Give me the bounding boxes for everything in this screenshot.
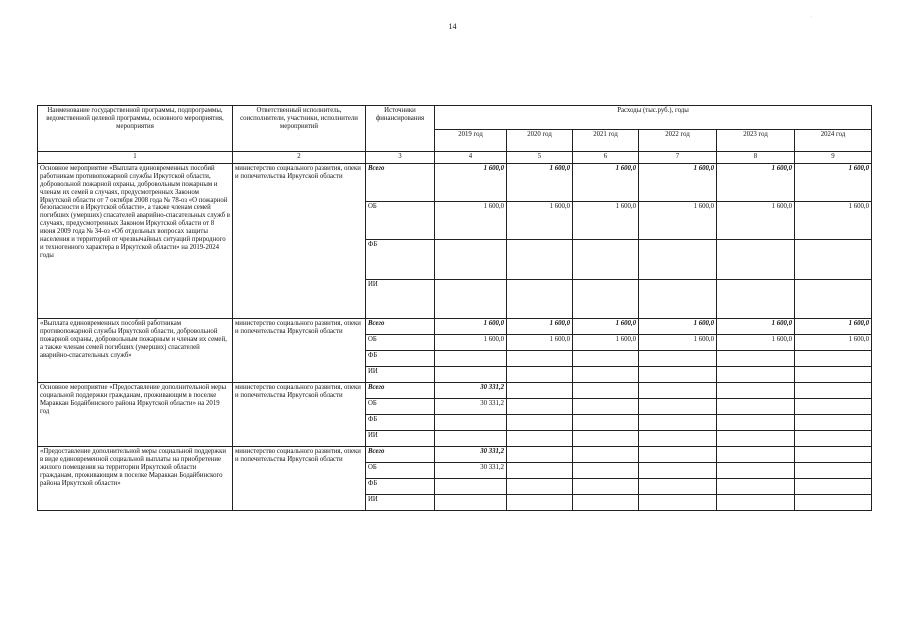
column-number: 4 bbox=[435, 152, 507, 164]
header-year: 2021 год bbox=[573, 130, 639, 152]
responsible-executor: министерство социального развития, опеки и попечительства Иркутской области bbox=[233, 447, 366, 511]
expense-value: 30 331,2 bbox=[435, 399, 507, 415]
table-row bbox=[38, 164, 872, 202]
funding-source: ОБ bbox=[366, 399, 435, 415]
expense-value bbox=[573, 415, 639, 431]
column-number: 2 bbox=[233, 152, 366, 164]
header-year: 2020 год bbox=[507, 130, 573, 152]
expense-value bbox=[573, 447, 639, 463]
funding-source: ОБ bbox=[366, 202, 435, 240]
responsible-executor: министерство социального развития, опеки и попечительства Иркутской области bbox=[233, 383, 366, 447]
expense-value bbox=[573, 383, 639, 399]
expense-value bbox=[507, 367, 573, 383]
expense-value: 1 600,0 bbox=[507, 319, 573, 335]
expense-value: 1 600,0 bbox=[435, 164, 507, 202]
expense-value bbox=[507, 447, 573, 463]
expense-value bbox=[717, 280, 795, 319]
column-number: 6 bbox=[573, 152, 639, 164]
expense-value: 1 600,0 bbox=[717, 335, 795, 351]
header-year: 2023 год bbox=[717, 130, 795, 152]
funding-source: Всего bbox=[366, 447, 435, 463]
expense-value bbox=[639, 415, 717, 431]
expense-value bbox=[639, 495, 717, 511]
expense-value bbox=[507, 399, 573, 415]
expense-value bbox=[795, 280, 872, 319]
expense-value: 1 600,0 bbox=[639, 335, 717, 351]
table-row bbox=[38, 447, 872, 463]
expense-value: 1 600,0 bbox=[717, 164, 795, 202]
expense-value bbox=[639, 399, 717, 415]
expense-value: 1 600,0 bbox=[795, 202, 872, 240]
expense-value bbox=[795, 399, 872, 415]
header-responsible: Ответственный исполнитель, соисполнители, участники, исполнители мероприятий bbox=[233, 106, 366, 152]
funding-source: Всего bbox=[366, 383, 435, 399]
expense-value bbox=[573, 399, 639, 415]
responsible-executor: министерство социального развития, опеки и попечительства Иркутской области bbox=[233, 319, 366, 383]
expense-value bbox=[639, 431, 717, 447]
expense-value bbox=[507, 415, 573, 431]
expense-value bbox=[573, 240, 639, 280]
expense-value bbox=[573, 463, 639, 479]
funding-source: ФБ bbox=[366, 351, 435, 367]
expense-value: 1 600,0 bbox=[573, 335, 639, 351]
expense-value bbox=[717, 447, 795, 463]
column-number: 5 bbox=[507, 152, 573, 164]
expense-value bbox=[639, 383, 717, 399]
expense-value bbox=[639, 479, 717, 495]
expense-value bbox=[795, 495, 872, 511]
expense-value bbox=[435, 415, 507, 431]
expense-value bbox=[795, 383, 872, 399]
funding-source: Всего bbox=[366, 319, 435, 335]
expense-value bbox=[573, 351, 639, 367]
responsible-executor: министерство социального развития, опеки и попечительства Иркутской области bbox=[233, 164, 366, 319]
funding-source: Всего bbox=[366, 164, 435, 202]
funding-source: ИИ bbox=[366, 495, 435, 511]
expense-value bbox=[435, 479, 507, 495]
expense-value: 1 600,0 bbox=[507, 202, 573, 240]
header-year: 2022 год bbox=[639, 130, 717, 152]
expense-value: 1 600,0 bbox=[435, 335, 507, 351]
expense-value bbox=[435, 495, 507, 511]
expense-value bbox=[795, 415, 872, 431]
expense-value bbox=[717, 383, 795, 399]
column-number: 9 bbox=[795, 152, 872, 164]
expense-value bbox=[717, 399, 795, 415]
expense-value bbox=[507, 431, 573, 447]
measure-name: Основное мероприятие «Выплата единовременных пособий работникам противопожарной службы Иркутской области, добровольной пожарной охраны, добровольным пожарным и членам их семей в случаях, предусмотренных Законом Иркутской области от 7 октября 2008 года № 78-оз «О пожарной безопасности в Иркутской области», а также членам семей погибших (умерших) спасателей аварийно-спасательных служб в случаях, предусмотренных Законом Иркутской области от 8 июня 2009 года № 34-оз «Об отдельных вопросах защиты населения и территорий от чрезвычайных ситуаций природного и техногенного характера в Иркутской области» на 2019-2024 годы bbox=[38, 164, 233, 319]
expense-value bbox=[435, 367, 507, 383]
expense-value: 1 600,0 bbox=[573, 164, 639, 202]
table-row bbox=[38, 383, 872, 399]
expense-value: 30 331,2 bbox=[435, 463, 507, 479]
expense-value bbox=[507, 280, 573, 319]
funding-source: ОБ bbox=[366, 335, 435, 351]
expense-value bbox=[507, 351, 573, 367]
budget-table bbox=[37, 105, 872, 511]
expense-value: 1 600,0 bbox=[795, 335, 872, 351]
expense-value: 30 331,2 bbox=[435, 383, 507, 399]
funding-source: ФБ bbox=[366, 240, 435, 280]
funding-source: ИИ bbox=[366, 431, 435, 447]
funding-source: ОБ bbox=[366, 463, 435, 479]
expense-value: 1 600,0 bbox=[795, 319, 872, 335]
measure-name: «Выплата единовременных пособий работникам противопожарной службы Иркутской области, добровольной пожарной охраны, добровольным пожарным и членам их семей, а также членам семей погибших (умерших) спасателей аварийно-спасательных служб» bbox=[38, 319, 233, 383]
funding-source: ФБ bbox=[366, 479, 435, 495]
expense-value bbox=[435, 280, 507, 319]
expense-value bbox=[795, 479, 872, 495]
expense-value bbox=[573, 431, 639, 447]
measure-name: Основное мероприятие «Предоставление дополнительной меры социальной поддержки гражданам, проживающим в поселке Мараккан Бодайбинского района Иркутской области» на 2019 год bbox=[38, 383, 233, 447]
column-number: 7 bbox=[639, 152, 717, 164]
expense-value bbox=[435, 431, 507, 447]
expense-value bbox=[795, 431, 872, 447]
funding-source: ФБ bbox=[366, 415, 435, 431]
expense-value bbox=[639, 280, 717, 319]
header-year: 2024 год bbox=[795, 130, 872, 152]
page-mark: · bbox=[810, 14, 812, 20]
expense-value: 1 600,0 bbox=[639, 202, 717, 240]
expense-value bbox=[573, 495, 639, 511]
header-sources: Источники финансирования bbox=[366, 106, 435, 152]
expense-value: 1 600,0 bbox=[507, 335, 573, 351]
measure-name: «Предоставление дополнительной меры социальной поддержки в виде единовременной социальной выплаты на приобретение жилого помещения на территории Иркутской области гражданам, проживающим в поселке Мараккан Бодайбинского района Иркутской области» bbox=[38, 447, 233, 511]
funding-source: ИИ bbox=[366, 367, 435, 383]
expense-value bbox=[717, 463, 795, 479]
expense-value bbox=[717, 479, 795, 495]
column-number: 3 bbox=[366, 152, 435, 164]
expense-value bbox=[717, 351, 795, 367]
header-name: Наименование государственной программы, подпрограммы, ведомственной целевой программы, основного мероприятия, мероприятия bbox=[38, 106, 233, 152]
header-expenses: Расходы (тыс.руб.), годы bbox=[435, 106, 872, 130]
column-number: 1 bbox=[38, 152, 233, 164]
expense-value bbox=[507, 463, 573, 479]
expense-value bbox=[639, 367, 717, 383]
expense-value bbox=[795, 447, 872, 463]
expense-value bbox=[639, 447, 717, 463]
expense-value bbox=[717, 240, 795, 280]
expense-value bbox=[507, 479, 573, 495]
expense-value bbox=[573, 280, 639, 319]
expense-value bbox=[795, 367, 872, 383]
expense-value: 1 600,0 bbox=[717, 319, 795, 335]
expense-value bbox=[435, 351, 507, 367]
expense-value bbox=[717, 495, 795, 511]
expense-value bbox=[639, 240, 717, 280]
expense-value bbox=[639, 351, 717, 367]
expense-value bbox=[507, 240, 573, 280]
expense-value: 1 600,0 bbox=[573, 319, 639, 335]
expense-value bbox=[573, 367, 639, 383]
expense-value: 1 600,0 bbox=[795, 164, 872, 202]
column-number: 8 bbox=[717, 152, 795, 164]
funding-source: ИИ bbox=[366, 280, 435, 319]
expense-value: 1 600,0 bbox=[435, 319, 507, 335]
expense-value: 30 331,2 bbox=[435, 447, 507, 463]
expense-value bbox=[795, 351, 872, 367]
expense-value bbox=[435, 240, 507, 280]
expense-value: 1 600,0 bbox=[507, 164, 573, 202]
expense-value bbox=[639, 463, 717, 479]
expense-value bbox=[717, 415, 795, 431]
expense-value bbox=[507, 495, 573, 511]
expense-value: 1 600,0 bbox=[639, 164, 717, 202]
expense-value: 1 600,0 bbox=[717, 202, 795, 240]
expense-value bbox=[717, 431, 795, 447]
expense-value bbox=[573, 479, 639, 495]
page-number: 14 bbox=[448, 22, 457, 31]
expense-value bbox=[507, 383, 573, 399]
expense-value: 1 600,0 bbox=[573, 202, 639, 240]
header-year: 2019 год bbox=[435, 130, 507, 152]
table-row bbox=[38, 319, 872, 335]
expense-value bbox=[795, 240, 872, 280]
expense-value bbox=[717, 367, 795, 383]
expense-value bbox=[795, 463, 872, 479]
expense-value: 1 600,0 bbox=[639, 319, 717, 335]
expense-value: 1 600,0 bbox=[435, 202, 507, 240]
